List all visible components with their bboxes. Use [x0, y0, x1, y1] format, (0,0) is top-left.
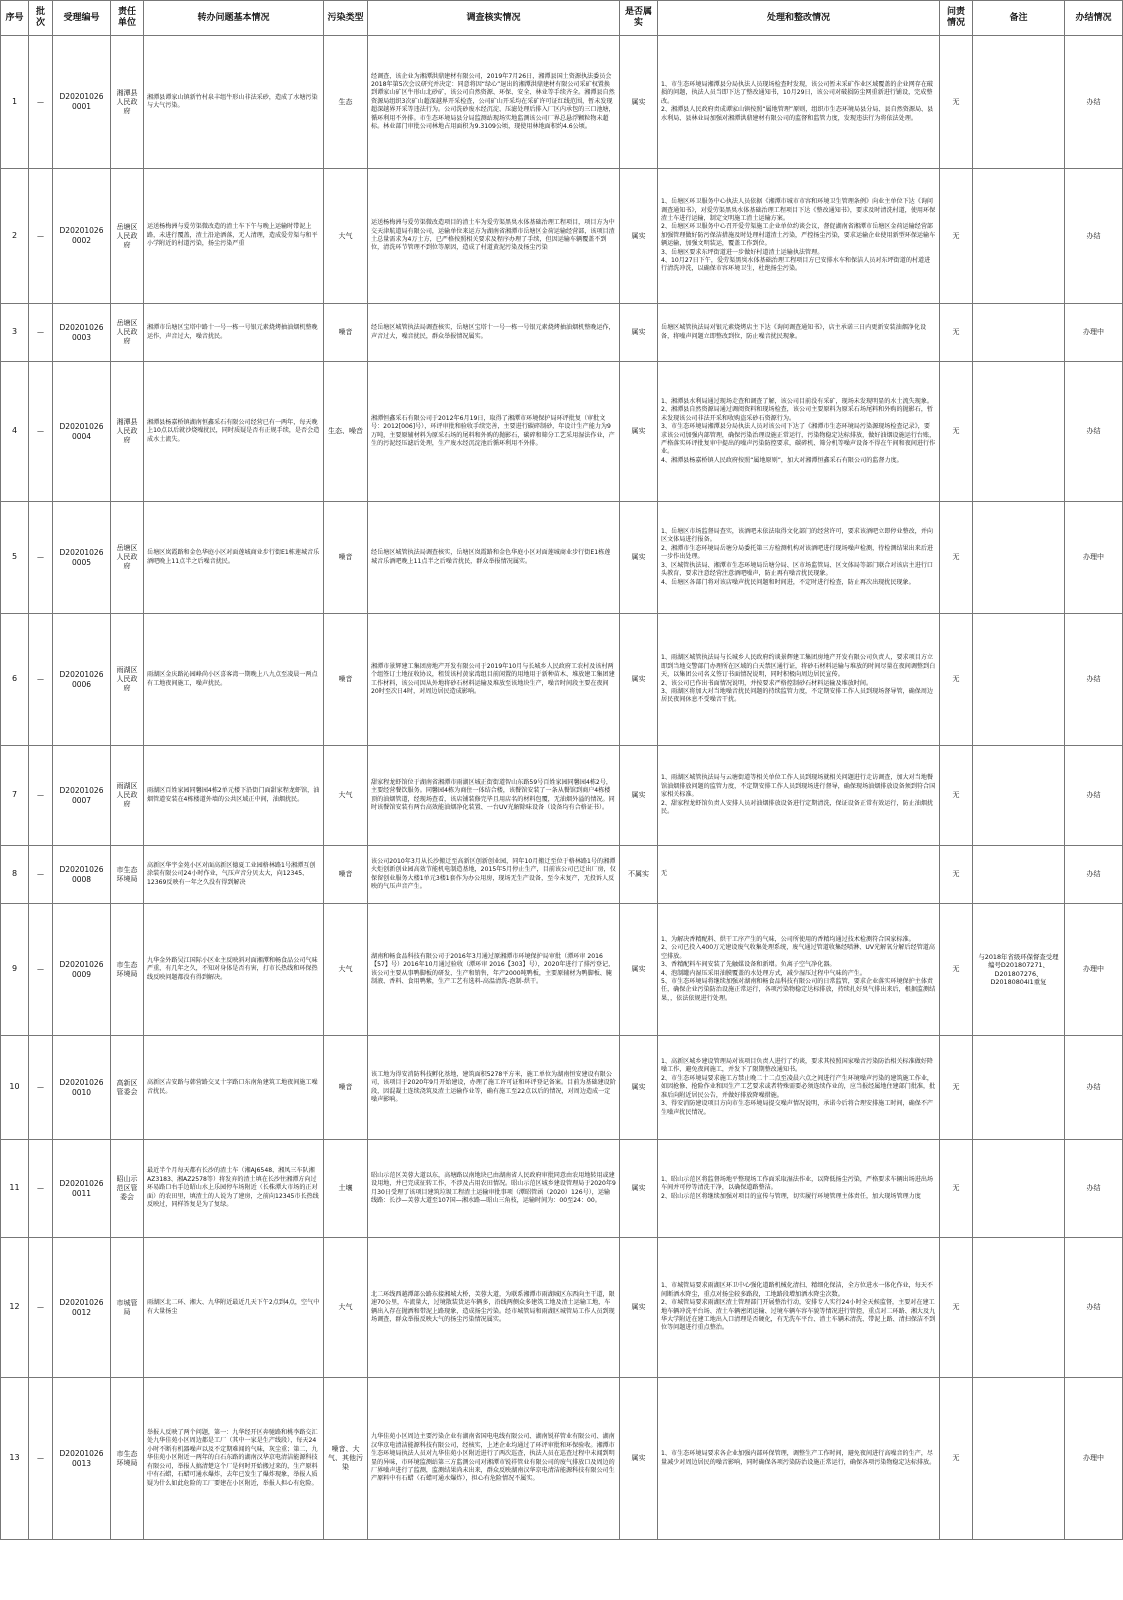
cell-seq: 10	[1, 1036, 29, 1140]
cell-verified: 属实	[620, 502, 658, 614]
header-problem: 转办问题基本情况	[144, 1, 324, 36]
cell-unit: 市生态环境局	[111, 904, 144, 1036]
cell-status: 办结	[1065, 846, 1123, 904]
cell-problem: 雨湖区金庆路沁园峰尚小区喜客湾一期晚上八九点至凌晨一两点有工地夜间施工，噪声扰民。	[144, 614, 324, 746]
cell-unit: 市生态环境局	[111, 846, 144, 904]
table-row	[1, 1140, 1123, 1238]
cell-problem: 雨湖区百姓家园同馨园4栋2单元楼下沿街门面甜家程龙虾馆，油烟管道安装在4栋楼道外墙的公共区域正中间，油烟扰民。	[144, 746, 324, 846]
header-type: 污染类型	[324, 1, 368, 36]
cell-batch: —	[29, 1378, 53, 1540]
cell-investigation: 经岳塘区城管执法局调查核实，岳塘区宝塔十一号一栋一号银元素烧烤抽油烟机整晚运作，声音过大，噪音扰民，群众举报情况属实。	[368, 304, 620, 362]
cell-handling: 1、市生态环境局要求各企业加强内部环保管理，调整生产工作时间，避免夜间进行高噪音的生产，尽量减少对周边居民的噪音影响，同时确保各项污染防治设施正常运行，确保各项污染物稳定达标排放。	[658, 1378, 940, 1540]
header-status: 办结情况	[1065, 1, 1123, 36]
cell-problem: 湘潭市岳塘区宝塔中路十一号一栋一号银元素烧烤抽油烟机整晚运作，声音过大，噪音扰民。	[144, 304, 324, 362]
cell-problem: 湘潭县杨嘉桥镇湖南恒鑫采石有限公司经营已有一两年，每天晚上10点以后就沙烧噪扰民，同时质疑是否有正规手续，是否会造成水土流失。	[144, 362, 324, 502]
cell-investigation: 该公司2010年3月从长沙搬迁至高新区创新创业园，同年10月搬迁至位于格林路1号的湘潭火炬创新创业园高效节能机电制造基地，2015年5月停止生产，目前该公司已迁出厂房，仅保留创业服务大楼1单元3楼1套作为办公用房，现场无生产设备，至今未复产，无投诉人反映的气压声音产生。	[368, 846, 620, 904]
cell-batch: —	[29, 502, 53, 614]
cell-handling: 1、雨湖区城管执法局与长城乡人民政府约谈景辉建工集团房地产开发有限公司负责人，要求项目方立即到当地交警部门办理所在区域的白天禁区通行证，将砂石材料运输与堆放的时间尽量在夜间调整到白天，以集团公司名义签订书面情况说明，同时积极向周边居民宣传。 2、该公司已作出书面情况说明，并按要求严格控制砂石材料运输及堆放时间。 3、雨湖区将加大对当地噪音扰民问题的持续监管力度，不定期安排工作人员到现场督导管，确保周边居民夜间休息不受噪音干扰。	[658, 614, 940, 746]
table-row	[1, 904, 1123, 1036]
header-unit: 责任单位	[111, 1, 144, 36]
cell-batch: —	[29, 304, 53, 362]
cell-batch: —	[29, 846, 53, 904]
table-row	[1, 36, 1123, 169]
cell-type: 生态	[324, 36, 368, 169]
cell-status: 办结	[1065, 169, 1123, 304]
table-row	[1, 304, 1123, 362]
cell-investigation: 九华佳苑小区周边主要污染企业有湖南省国电电线有限公司、湖南锐祥管业有限公司、湖南汉华京电清洁能源科技有限公司，经核实，上述企业均通过了环评审批和环保验收。湘潭市生态环境局执法人员对九华佳苑小区附近进行了两次巡查，执法人员在巡查过程中未闻到明显的异味，市环境监测站第三方监测公司对湘潭市锐祥管业有限公司的废气排放口及周边的厂界噪声进行了监测，监测结果尚未出来，群众反映湖南汉华京电清洁能源科技有限公司生产原料中有石蜡（石蜡可通水爆炸），担心有危险情况不属实。	[368, 1378, 620, 1540]
cell-investigation: 甜家程龙虾馆位于湖南省湘潭市雨湖区城正街街道智山东路59号百姓家园同馨园4栋2号，主要经营餐饮服务。同馨园4栋为商住一体结合楼，该餐馆安装了一条从餐馆到商户4栋楼顶的油烟管道，经现场查看，该店铺装修完毕且用店名的材料包覆，无油烟外溢的情况。同时该餐馆安装有两台高效能油烟净化装置、一台UV光解除味设备（设备均有合格证书）。	[368, 746, 620, 846]
cell-unit: 湘潭县人民政府	[111, 362, 144, 502]
cell-seq: 3	[1, 304, 29, 362]
cell-remark	[973, 1238, 1065, 1378]
cell-type: 噪音	[324, 304, 368, 362]
cell-remark	[973, 614, 1065, 746]
cell-remark	[973, 1036, 1065, 1140]
table-row	[1, 1036, 1123, 1140]
cell-remark	[973, 746, 1065, 846]
cell-type: 大气	[324, 1238, 368, 1378]
cell-remark	[973, 502, 1065, 614]
cell-batch: —	[29, 614, 53, 746]
cell-problem: 高新区华宇金苑小区对面高新区德夏工业园格林路1号湘潭互创涂装有限公司24小时作业，气压声音分贝太大，向12345、12369反映有一年之久没有得到解决	[144, 846, 324, 904]
cell-type: 土壤	[324, 1140, 368, 1238]
cell-seq: 1	[1, 36, 29, 169]
header-batch: 批次	[29, 1, 53, 36]
cell-type: 噪音	[324, 1036, 368, 1140]
cell-seq: 13	[1, 1378, 29, 1540]
cell-seq: 8	[1, 846, 29, 904]
cell-problem: 九华金外路吴江国际小区业主反映斜对面湘潭和畅食品公司气味严重，有几年之久，不知对身体是否有害，打市长热线和环保热线反映问题都没有得到解决。	[144, 904, 324, 1036]
cell-status: 办理中	[1065, 1378, 1123, 1540]
cell-status: 办结	[1065, 362, 1123, 502]
cell-unit: 市生态环境局	[111, 1378, 144, 1540]
cell-problem: 举报人反映了两个问题，第一：九华经开区奔驰路和桃李路交汇处九华佳苑小区周边都是工厂（其中一家是生产线段），每天24小时不断有机器噪声以及不定期难闻的气味，灰尘重；第二，九华佳苑小区附近一两年的白石东路的湖南汉华京电清洁能源科技有限公司，举报人搞清楚这个厂是何时开始搬过来的，生产原料中有石蜡，石蜡可通水爆炸，去年已发生了爆炸现象，举报人质疑为什么如此危险的工厂要建在小区附近，举报人担心有危险。	[144, 1378, 324, 1540]
cell-status: 办结	[1065, 1140, 1123, 1238]
cell-problem: 最近半个月每天都有长沙的渣土车（湘AJ6548、湘凤三车队湘AZ3183、湘AZ2578等）将发弃的渣土填在长沙往湘潭方向过环易路口右手边昭山水上乐园停车场附近（长株潭大市场的正对面）的农田里，填渣土的人说为了建房，之前向12345市长热线反映过，同样答复是为了复绿。	[144, 1140, 324, 1238]
cell-code: D20201026 0005	[53, 502, 111, 614]
cell-unit: 湘潭县人民政府	[111, 36, 144, 169]
cell-status: 办结	[1065, 1238, 1123, 1378]
cell-batch: —	[29, 1238, 53, 1378]
cell-type: 噪音	[324, 846, 368, 904]
cell-code: D20201026 0007	[53, 746, 111, 846]
cell-handling: 无	[658, 846, 940, 904]
cell-type: 大气	[324, 169, 368, 304]
header-accountability: 问责情况	[940, 1, 973, 36]
cell-problem: 高新区吉安路与韩营路交叉十字路口东南角建筑工地夜间施工噪音扰民。	[144, 1036, 324, 1140]
cell-verified: 属实	[620, 36, 658, 169]
cell-handling: 1、岳塘区市场监督局查实，该酒吧未依法取得文化部门的经营许可，要求该酒吧立即停业整改，并向区文体局进行报备。 2、湘潭市生态环境局岳塘分局委托第三方检测机构对该酒吧进行现场噪声检测，待检测结果出来后进一步作出处理。 3、区城管执法局、湘潭市生态环境局岳塘分局、区市场监管局、区文体局等部门联合对该店主进行口头教育，要求注意经营注意酒吧噪声，防止再有噪音扰民现象。 4、岳塘区各部门将对该店噪声扰民问题和时间进，不定时进行检查，防止再次出现扰民现象。	[658, 502, 940, 614]
cell-investigation: 经调查，该企业为湘潭洪鼎建材有限公司，2019年7月26日，湘潭县国土资源执法委员会2018年第5次会议研究并决定：同意将因“绿心”退出的湘潭洪鼎建材有限公司采矿权置换到谭家山矿区牛形山北砂矿，该公司自然资源、环保、安全、林业等手续齐全。湘潭县自然资源局组织3次矿山超深越界开采检查，公司矿山开采均在采矿许可证红线范围，暂未发现超深越界开采等违法行为。公司洗砂废水经沉淀、压滤处理后排入厂区内承包的三口池塘，循环利用不外排。市生态环境局县分局监测站现场实地监测该公司厂界总悬浮颗粒物未超标。林业部门审批公司林地占用面积为9.3109公顷，现使用林地面积约4.6公顷。	[368, 36, 620, 169]
cell-problem: 运送杨梅洲与爱劳渠微改造的渣土车下午与晚上运输时带泥上路，未进行覆盖，渣土沿途洒落，无人清理，造成爱劳渠与和平小学附近的村道污染，扬尘污染严重	[144, 169, 324, 304]
cell-unit: 岳塘区人民政府	[111, 304, 144, 362]
cell-verified: 属实	[620, 1140, 658, 1238]
cell-accountability: 无	[940, 904, 973, 1036]
cell-seq: 5	[1, 502, 29, 614]
cell-seq: 4	[1, 362, 29, 502]
cell-investigation: 湘潭恒鑫采石有限公司于2012年6月19日，取得了湘潭市环境保护局环评批复（审批文号：2012[006]号），环评审批和验收手续完善，主要进行碳碎制砂，年设计生产能力为9万吨，主要原辅材料为原采石场的尾料和外购的抛影石，碳碎和筛分工艺采用湿法作业，产生的污泥经压滤后处理，生产废水经沉淀池后循环利用不外排。	[368, 362, 620, 502]
table-row	[1, 846, 1123, 904]
cell-code: D20201026 0009	[53, 904, 111, 1036]
header-seq: 序号	[1, 1, 29, 36]
table-row	[1, 362, 1123, 502]
cell-problem: 岳塘区岚霞路和金色华庭小区对面莲城商业步行街E1栋莲城音乐酒吧晚上11点半之后噪音扰民。	[144, 502, 324, 614]
cell-batch: —	[29, 1140, 53, 1238]
cell-code: D20201026 0008	[53, 846, 111, 904]
cell-accountability: 无	[940, 304, 973, 362]
cell-investigation: 该工地为得安消防科技孵化基地，建筑面积5278平方米，施工单位为湖南恒安建设有限公司，该项目于2020年9月开始建设，办理了施工许可证和环评登记备案。目前为基础建设阶段，因混凝土连续浇筑及渣土运输作业等，确有施工至22点以后的情况，对周边造成一定噪声影响。	[368, 1036, 620, 1140]
cell-unit: 雨湖区人民政府	[111, 614, 144, 746]
header-code: 受理编号	[53, 1, 111, 36]
cell-handling: 1、为解决香精配料、烘干工序产生的气味，公司所使用的香精均通过技术检测符合国家标准。 2、公司已投入400万元建设废气收集处理系统，废气通过管道收集经喷淋、UV光解氧分解后经管道高空排放。 3、香精配料车间安装了先触媒设备和新增。负离子空气净化器。 4、泡制罐内湿压采用油膜覆盖的水处理方式，减少湿压过程中气味的产生。 5、市生态环境局将继续加强对湖南和畅食品科技有限公司的日常监管，要求企业落实环境保护主体责任，确保企业污染防治设施正常运行，各项污染物稳定达标排放，持续扎好臭气排出来后，根据监测结果，，依法依规进行处理。	[658, 904, 940, 1036]
cell-unit: 市城管局	[111, 1238, 144, 1378]
cell-status: 办结	[1065, 36, 1123, 169]
cell-type: 噪音、大气、其他污染	[324, 1378, 368, 1540]
cell-status: 办理中	[1065, 904, 1123, 1036]
cell-accountability: 无	[940, 362, 973, 502]
cell-accountability: 无	[940, 502, 973, 614]
cell-unit: 昭山示范区管委会	[111, 1140, 144, 1238]
cell-code: D20201026 0011	[53, 1140, 111, 1238]
cell-code: D20201026 0002	[53, 169, 111, 304]
cell-type: 生态、噪音	[324, 362, 368, 502]
cell-handling: 1、湘潭县水利局通过现场走查和调查了解，该公司目前没有采矿，现场未发现明显的水土流失现象。 2、湘潭县自然资源局通过调阅资料和现场检查，该公司主要原料为原采石场尾料和外购的抛影石，暂未发现该公司非法开采和收购盗采砂石资源行为。 3、市生态环境局湘潭县分局执法人员对该公司下达了《湘潭市生态环境局污染源现场检查记录》，要求该公司加强内部管理，确保污染治理设施正常运行，污染物稳定达标排放，做好油烟设施运行台账，严格落实环评批复审中提出的噪声污染防控要求，碳碎机、筛分机等噪声设备不得在午间和夜间进行作业。 4、湘潭县杨嘉桥镇人民政府按照“属地原则”，加大对湘潭恒鑫采石有限公司的监督力度。	[658, 362, 940, 502]
cell-status: 办结	[1065, 614, 1123, 746]
cell-remark	[973, 846, 1065, 904]
cell-handling: 1、昭山示范区将监督场地平整现场工作面采取湿法作业，以降低扬尘污染，严格要求车辆出场进出场车间并可停等清洗干净，以确保道路整洁。 2、昭山示范区将继续加强对项目的宣传与管理，切实履行环境管理主体责任，加大现场管理力度	[658, 1140, 940, 1238]
cell-verified: 属实	[620, 614, 658, 746]
cell-accountability: 无	[940, 1238, 973, 1378]
cell-investigation: 北二环线西越潭部公路东接湘城大桥，芙蓉大道，为联系湘潭市雨湖城区东西向主干道，限速70公里，车流量大，过境散装货运车辆多，沿线两侧众多建筑工地及渣土运输工地，车辆出入存在抛洒和带泥上路现象，造成扬尘污染。经市城管局和雨湖区城管局工作人员到现场调查，群众举报反映大气的扬尘污染情况属实。	[368, 1238, 620, 1378]
cell-remark	[973, 36, 1065, 169]
cell-code: D20201026 0001	[53, 36, 111, 169]
cell-remark	[973, 1378, 1065, 1540]
cell-investigation: 运送杨梅洲与爱劳渠微改造项目的渣土车为爱劳渠黑臭水体基础治理工程项目，项目方为中交天津航道局有限公司，运输单位来运方为湖南省湘潭市岳塘区金荷运输经营部，该项目渣土总量需求为4万土方，已严格按照相关要求及程序办理了手续，但因运输车辆覆盖不到位，清洗环节管理不到位等原因，造成了村道黄泥污染及扬尘污染	[368, 169, 620, 304]
cell-type: 大气	[324, 904, 368, 1036]
cell-verified: 属实	[620, 1378, 658, 1540]
cell-unit: 岳塘区人民政府	[111, 169, 144, 304]
cell-accountability: 无	[940, 169, 973, 304]
cell-seq: 12	[1, 1238, 29, 1378]
header-verified: 是否属实	[620, 1, 658, 36]
cell-verified: 属实	[620, 1036, 658, 1140]
cell-seq: 7	[1, 746, 29, 846]
cell-verified: 属实	[620, 1238, 658, 1378]
table-row	[1, 1378, 1123, 1540]
cell-handling: 1、雨湖区城管执法局与云塘街道等相关单位工作人员到现场就相关问题进行走访调查，加大对当地餐馆油烟排放问题的监管力度，不定期安排工作人员到现场进行督导，确保现场油烟排放设备须到符合国家相关标准。 2、甜家程龙虾馆负责人安排人员对油烟排放设备进行定期清洗，保证设备正常有效运行，防止油烟扰民。	[658, 746, 940, 846]
cell-handling: 岳塘区城管执法局对银元素烧烤店主下达《询问调查通知书》，店主承诺三日内更新安装油烟净化设备，将噪声问题立即整改到位，防止噪音扰民现象。	[658, 304, 940, 362]
table-row	[1, 169, 1123, 304]
table-row	[1, 1238, 1123, 1378]
cell-batch: —	[29, 904, 53, 1036]
cell-status: 办结	[1065, 746, 1123, 846]
cell-accountability: 无	[940, 1036, 973, 1140]
cell-remark	[973, 1140, 1065, 1238]
cell-problem: 湘潭县谭家山镇新竹村泉丰组牛形山非法采砂，造成了水塘污染与大气污染。	[144, 36, 324, 169]
cell-remark: 与2018年省级环保督查受理编号D201807271、D201807276、D20180804l1重复	[973, 904, 1065, 1036]
header-remark: 备注	[973, 1, 1065, 36]
cell-accountability: 无	[940, 36, 973, 169]
cell-status: 办结	[1065, 1036, 1123, 1140]
cell-status: 办理中	[1065, 304, 1123, 362]
cell-seq: 2	[1, 169, 29, 304]
cell-batch: —	[29, 36, 53, 169]
header-handling: 处理和整改情况	[658, 1, 940, 36]
cell-handling: 1、岳塘区环卫服务中心执法人员依据《湘潭市城市市容和环境卫生管理条例》向业主单位下达《询问调查通知书》，对爱劳渠黑臭水体基础治理工程项目下达《整改通知书》，要求及时清洗村道，使用环保渣土车进行运输，制定文明施工渣土运输方案。 2、岳塘区环卫服务中心召开爱劳渠施工企业单位约谈会议，督促湖南省湘潭市岳塘区金荷运输经营部加强管理做好防污保洁措施及时处理村道渣土污染，严控扬尘污染，要求运输企业使用新型环保运输车辆运输，加强文明装运，覆盖工作到位。 3、岳塘区要求东坪街道进一步做好村道渣土运输执法管理。 4、10月27日下午，爱劳渠黑臭水体基础治理工程项目方已安排水车和保洁人员对东坪街道的村道进行清洗冲洗，以确保市容环境卫生，杜绝扬尘污染。	[658, 169, 940, 304]
cell-code: D20201026 0010	[53, 1036, 111, 1140]
cell-handling: 1、市城管局要求雨湖区环卫中心强化道路机械化清扫、精细化保洁，全方位进水一体化作业，每天不间断洒水降尘，重点对扬尘较多路段，工地路段增加洒水降尘次数。 2、市城管局要求雨湖区渣土管理部门开展整治行动，安排专人实行24小时全天候监督，主要对在建工地车辆冲洗平台场、渣土车辆密闭运输、过境车辆车容车貌等情况进行管控，重点对二环路、湘大及九华大学附近在建工地出入口清理是否硬化，有无洗车平台、渣土车辆未清洗、带泥上路、清扫保洁不到位等问题进行重点整治。	[658, 1238, 940, 1378]
cell-type: 噪音	[324, 614, 368, 746]
cell-verified: 属实	[620, 746, 658, 846]
table-row	[1, 614, 1123, 746]
cell-verified: 属实	[620, 304, 658, 362]
cell-accountability: 无	[940, 846, 973, 904]
cell-handling: 1、市生态环境局湘潭县分局执法人员现场检查时发现，该公司暂未采矿作业区域覆盖的企业网存在破损的问题，执法人员当即下达了整改通知书，10月29日，该公司对破损防尘网重新进行铺设，完成整改。 2、湘潭县人民政府责成谭家山镇按照“属地管理”原则，组织市生态环境局县分局、县自然资源局、县水利局、县林业局加强对湘潭洪鼎建材有限公司的监督和监管力度，发现违法行为将依法处理。	[658, 36, 940, 169]
cell-seq: 6	[1, 614, 29, 746]
cell-unit: 高新区管委会	[111, 1036, 144, 1140]
cell-accountability: 无	[940, 1140, 973, 1238]
cell-verified: 属实	[620, 904, 658, 1036]
cell-code: D20201026 0012	[53, 1238, 111, 1378]
cell-code: D20201026 0013	[53, 1378, 111, 1540]
cell-batch: —	[29, 746, 53, 846]
cell-problem: 雨湖区北二环、湘大、九华附近最近几天下午2点到4点，空气中有大量扬尘	[144, 1238, 324, 1378]
cell-code: D20201026 0003	[53, 304, 111, 362]
cell-handling: 1、高新区城乡建设管理局对该项目负责人进行了约谈，要求其按照国家噪音污染防治相关标准做好降噪工作，避免夜间施工，并发下了限期整改通知书。 2、市生态环境局要求施工方禁止晚二十二点至凌晨六点之间进行产生环境噪声污染的建筑施工作业，如因抢修、抢险作业和因生产工艺要求或者特殊需要必须连续作业的，应当报经属地住建部门批准，批准后向附近居民公告，并做好排放降噪措施。 3、得安消防建设项目方向市生态环境局提交噪声情况说明，承诺今后将合理安排施工时间，确保不产生噪声扰民情况。	[658, 1036, 940, 1140]
table-row	[1, 502, 1123, 614]
cell-code: D20201026 0006	[53, 614, 111, 746]
header-row	[1, 1, 1123, 36]
cell-verified: 不属实	[620, 846, 658, 904]
cell-type: 大气	[324, 746, 368, 846]
cell-verified: 属实	[620, 169, 658, 304]
header-investigation: 调查核实情况	[368, 1, 620, 36]
cell-accountability: 无	[940, 1378, 973, 1540]
table-row	[1, 746, 1123, 846]
cell-unit: 岳塘区人民政府	[111, 502, 144, 614]
cell-investigation: 经岳塘区城管执法局调查核实，岳塘区岚霞路和金色华庭小区对面莲城商业步行街E1栋莲城音乐酒吧晚上11点半之后噪音扰民，群众举报情况属实。	[368, 502, 620, 614]
cell-status: 办理中	[1065, 502, 1123, 614]
cell-seq: 11	[1, 1140, 29, 1238]
cell-unit: 雨湖区人民政府	[111, 746, 144, 846]
cell-batch: —	[29, 169, 53, 304]
cell-type: 噪音	[324, 502, 368, 614]
cell-batch: —	[29, 1036, 53, 1140]
cell-remark	[973, 169, 1065, 304]
cell-investigation: 湘潭市景辉建工集团房地产开发有限公司于2019年10月与长城乡人民政府工农村及该村两个组签订土地征收协议，租赁该村黄家湾组目前闲置的用地用于新种苗木、堆放建工集团建工作材料，该公司因从外地将砂石材料运输及堆放至该地块生产，噪音时间段主要在夜间20时至次日4时，对周边居民造成影响。	[368, 614, 620, 746]
cell-seq: 9	[1, 904, 29, 1036]
cell-code: D20201026 0004	[53, 362, 111, 502]
cell-investigation: 湖南和畅食品科技有限公司于2016年3月通过原湘潭市环境保护局审批（潭环审 2016【57】号）2016年10月通过验收（潭环审 2016【303】号），2020年进行了排污登记，该公司主要从事鸭脚板的研发、生产和销售，年产2000吨鸭板，主要原辅材为鸭脚板、腌制液、香料、食用鸭紫，生产工艺有选料-高温清洗-泡制-烘干。	[368, 904, 620, 1036]
cell-remark	[973, 304, 1065, 362]
cell-remark	[973, 362, 1065, 502]
cell-verified: 属实	[620, 362, 658, 502]
cell-accountability: 无	[940, 614, 973, 746]
cell-batch: —	[29, 362, 53, 502]
cell-investigation: 昭山示范区芙蓉大道以东，高塘路以南地块已由湖南省人民政府审批同意由农用地转用或建设用地，并已完成征转工作，不涉及占用农田情况。昭山示范区城乡建设管理局于2020年9月30日受理了该项目建筑垃圾工程渣土运输审批事项（潭昭管函（2020）126号），运输线路：长沙—芙蓉大道至107国—湘水路—昭山三角枝，运输时间为：00至24：00。	[368, 1140, 620, 1238]
cell-accountability: 无	[940, 746, 973, 846]
